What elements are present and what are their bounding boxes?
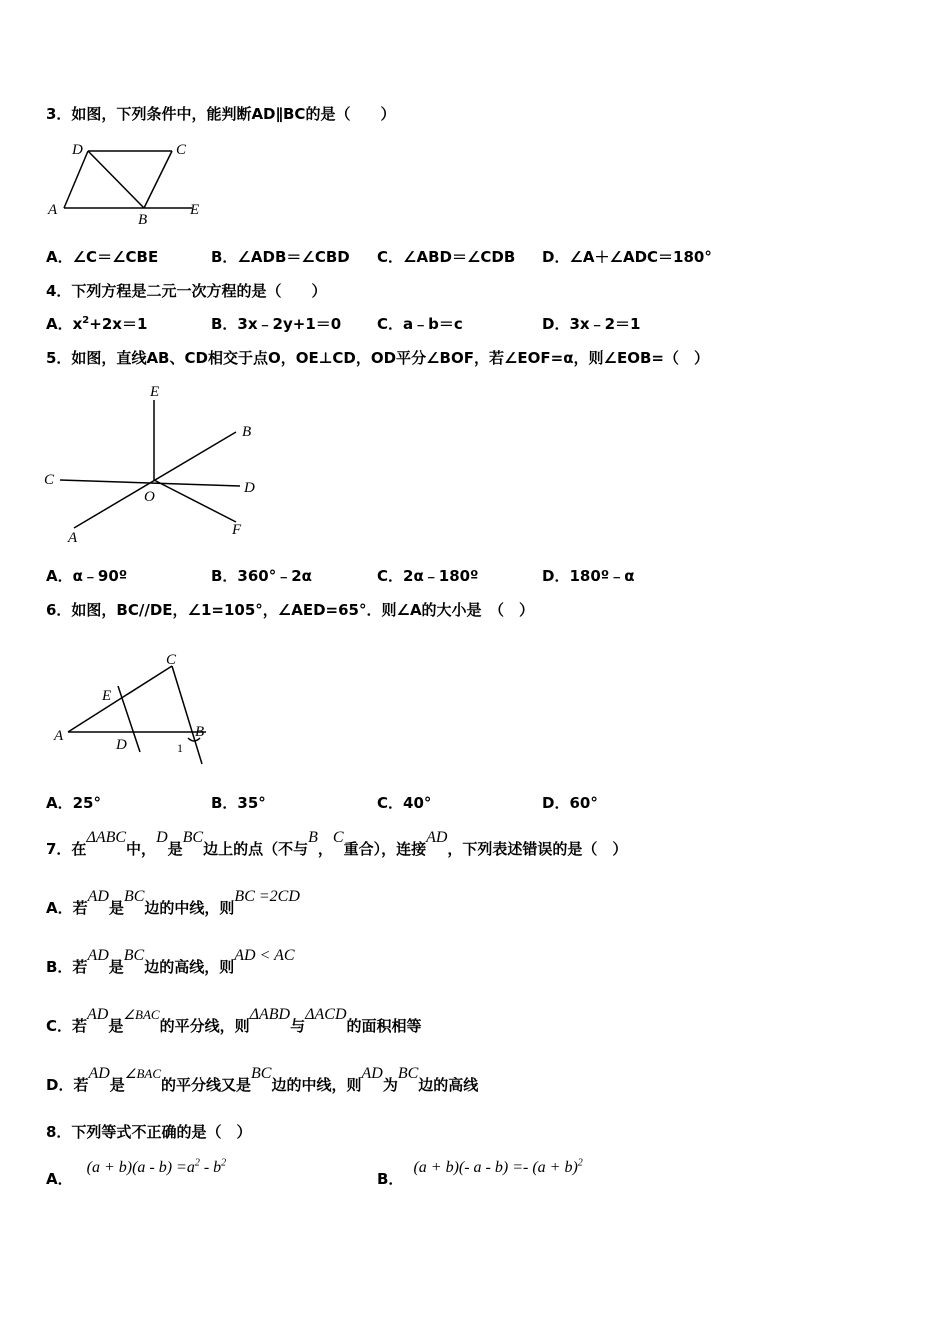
q6-label-c: C (166, 652, 177, 668)
q6-figure (40, 642, 230, 772)
q3-option-b: B．∠ADB＝∠CBD (211, 248, 350, 266)
q7-option-c: C．若AD是∠BAC的平分线，则ΔABD与ΔACD的面积相等 (46, 1006, 422, 1035)
q6-option-d: D．60° (542, 794, 598, 812)
q6-option-c: C．40° (377, 794, 432, 812)
q4-option-d: D．3x﹣2＝1 (542, 315, 641, 333)
q7-option-a: A．若AD是BC边的中线，则BC =2CD (46, 888, 300, 917)
q5-option-c: C．2α﹣180º (377, 567, 479, 585)
q3-option-a: A．∠C＝∠CBE (46, 248, 159, 266)
q5-option-b: B．360°﹣2α (211, 567, 312, 585)
q5-label-c: C (44, 472, 55, 488)
q7-option-d: D．若AD是∠BAC的平分线又是BC边的中线，则AD为BC边的高线 (46, 1065, 479, 1094)
q3-stem: 3．如图，下列条件中，能判断AD∥BC的是（ ） (46, 105, 396, 123)
q5-option-a: A．α﹣90º (46, 567, 128, 585)
q6-stem: 6．如图，BC//DE，∠1=105°，∠AED=65°．则∠A的大小是 （ ） (46, 601, 535, 619)
q6-option-b: B．35° (211, 794, 266, 812)
q3-label-b: B (138, 212, 148, 228)
q5-stem: 5．如图，直线AB、CD相交于点O，OE⊥CD，OD平分∠BOF，若∠EOF=α，则∠EOB=（ ） (46, 349, 709, 367)
q8-stem: 8．下列等式不正确的是（ ） (46, 1123, 252, 1141)
q8-option-a: A．$(a + b)(a - b) =a^2 - b^2$ (46, 1157, 227, 1188)
q3-label-e: E (190, 202, 200, 218)
q4-stem: 4．下列方程是二元一次方程的是（ ） (46, 282, 327, 300)
q3-label-a: A (48, 202, 58, 218)
q6-label-a: A (54, 728, 64, 744)
q3-option-d: D．∠A＋∠ADC＝180° (542, 248, 712, 266)
q5-label-b: B (242, 424, 252, 440)
q6-option-a: A．25° (46, 794, 101, 812)
q6-label-angle1: 1 (177, 741, 183, 755)
q5-label-o: O (144, 489, 155, 505)
q6-label-e: E (102, 688, 112, 704)
q4-option-c: C．a﹣b＝c (377, 315, 463, 333)
q5-option-d: D．180º﹣α (542, 567, 635, 585)
q4-option-a: A．$x^2+2x=1$ (46, 315, 148, 333)
q3-figure (40, 136, 220, 228)
q5-figure (40, 380, 270, 550)
q8-option-b: B．(a + b)(- $a - b) =- (a + b)^2$ (377, 1157, 583, 1188)
q6-label-b: B (195, 724, 205, 740)
q3-label-c: C (176, 142, 187, 158)
q4-option-b: B．3x﹣2y+1＝0 (211, 315, 342, 333)
q5-label-a: A (68, 530, 78, 546)
q6-label-d: D (116, 737, 127, 753)
q5-label-f: F (232, 522, 242, 538)
q5-label-e: E (150, 384, 160, 400)
q5-label-d: D (244, 480, 255, 496)
q3-option-c: C．∠ABD＝∠CDB (377, 248, 516, 266)
q7-option-b: B．若AD是BC边的高线，则AD < AC (46, 947, 295, 976)
q3-label-d: D (72, 142, 83, 158)
q7-stem: 7．在ΔABC中，D是BC边上的点（不与B，C重合），连接AD，下列表述错误的是（ ） (46, 829, 628, 858)
